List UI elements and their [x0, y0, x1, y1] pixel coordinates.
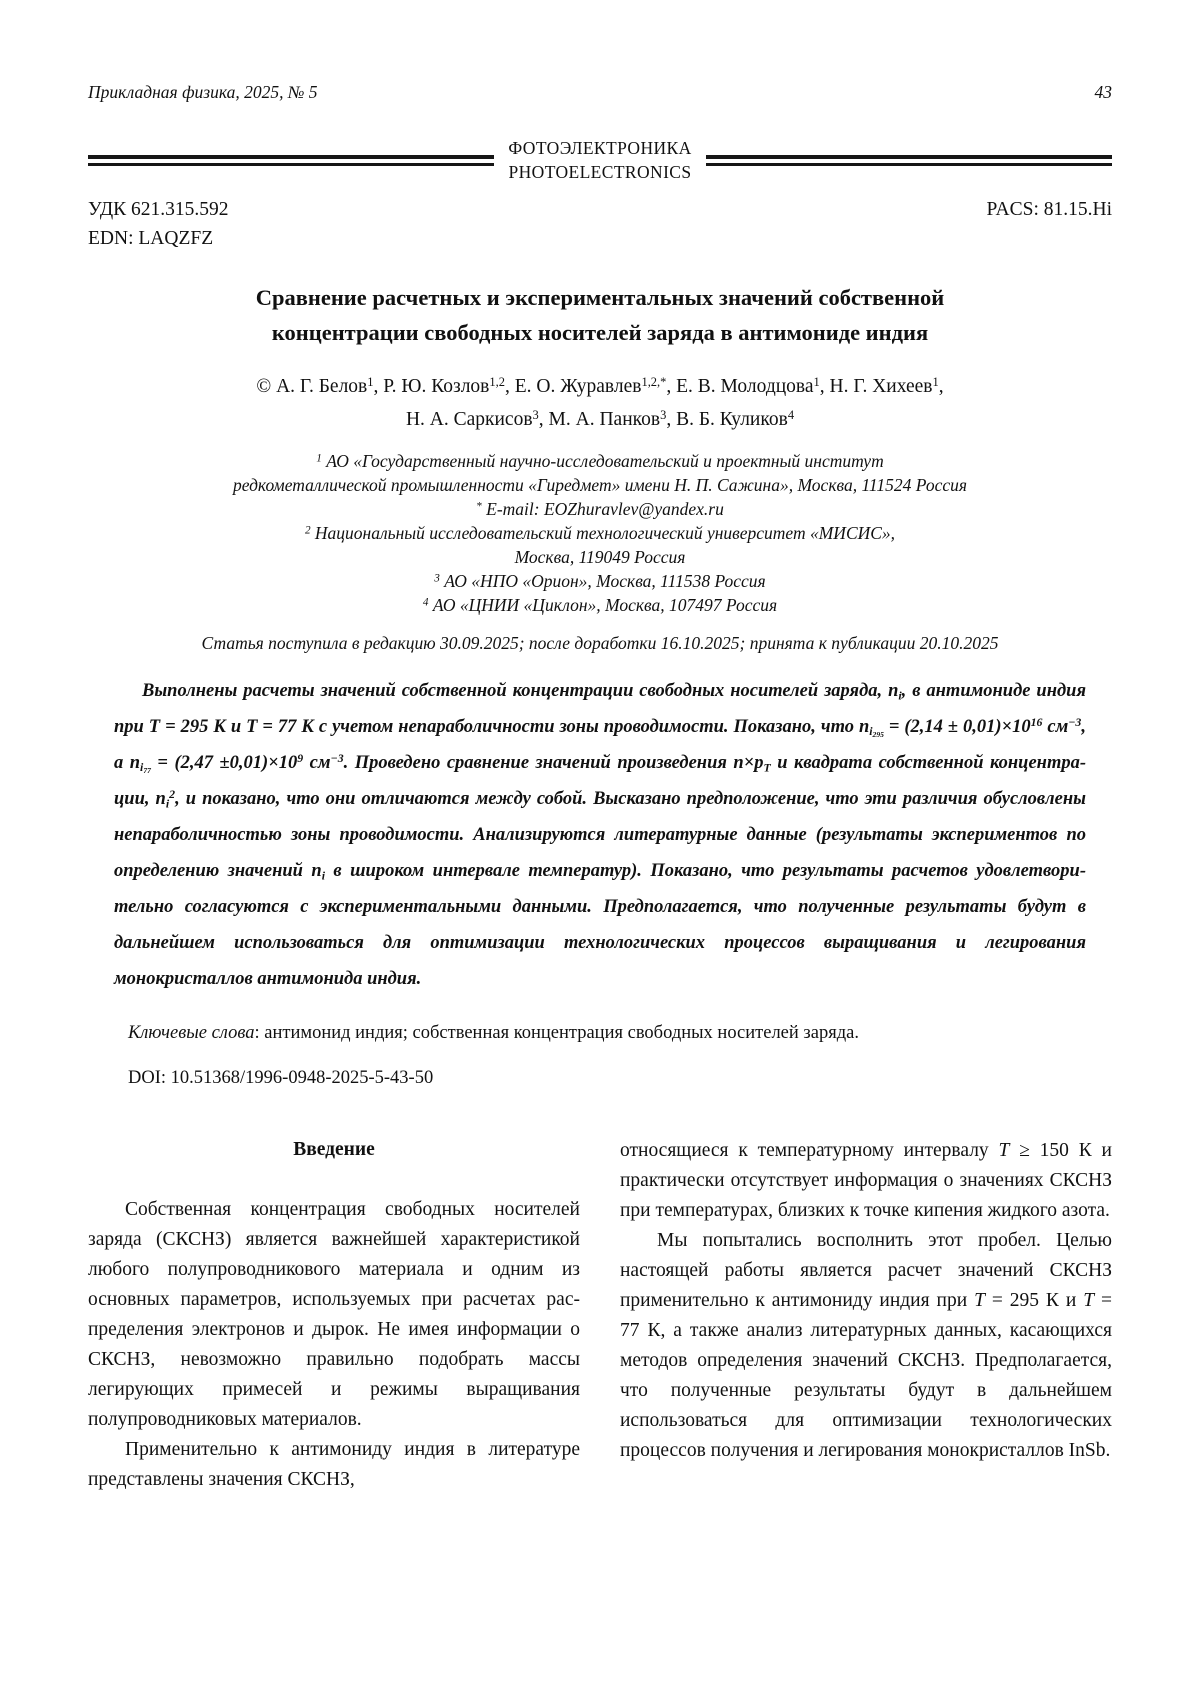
authors-line-2: Н. А. Саркисов$^3$, М. А. Панков$^3$, В. Б. Куликов$^4$	[405, 407, 795, 430]
received-dates: Статья поступила в редакцию 30.09.2025; после доработки 16.10.2025; принята к публикации 20.10.2025	[201, 633, 999, 653]
affiliation-line-3: $^2$ Национальный исследовательский технологический университет «МИСИС»,	[304, 523, 896, 543]
right-column	[620, 1136, 1112, 1495]
affiliation-line-1: $^1$ АО «Государственный научно-исследовательский и проектный институт	[316, 451, 884, 471]
doi: DOI: 10.51368/1996-0948-2025-5-43-50	[128, 1068, 434, 1088]
article-title	[88, 280, 1112, 350]
affiliation-line-2: редкометаллической промышленности «Гиредмет» имени Н. П. Сажина», Москва, 111524 Россия	[232, 475, 967, 495]
right-paragraph-2: Мы попытались восполнить этот пробел. Целью настоящей работы является расчет значений СКСНЗ применительно к антимониду индия при T = 295 К и T = 77 К, а также анализ литературных данных, касающихся методов определения значений СКСНЗ. Предполагается, что полученные результаты будут в дальнейшем использоваться для оптимизации технологических процессов получения и легирования монокристаллов InSb.	[620, 1230, 1112, 1461]
article-title-line-1: Сравнение расчетных и экспериментальных значений собственной	[255, 285, 945, 310]
authors-line-1: © А. Г. Белов$^1$, Р. Ю. Козлов$^{1,2}$, Е. О. Журавлев$^{1,2,*}$, Е. В. Молодцова$^1$, Н. Г. Хихеев$^1$,	[256, 374, 944, 397]
email-line: * E-mail: EOZhuravlev@yandex.ru	[476, 499, 724, 519]
article-title-line-2: концентрации свободных носителей заряда в антимониде индия	[271, 320, 929, 345]
left-column	[88, 1136, 580, 1495]
affiliations-block	[88, 449, 1112, 617]
section-title-ru: ФОТОЭЛЕКТРОНИКА	[508, 138, 692, 158]
udc-code: УДК 621.315.592	[88, 199, 229, 220]
section-banner-text	[494, 136, 705, 184]
affiliation-line-6: $^4$ АО «ЦНИИ «Циклон», Москва, 107497 Россия	[422, 595, 778, 615]
running-head	[88, 82, 1112, 102]
section-title-en: PHOTOELECTRONICS	[508, 162, 692, 182]
codes-row	[88, 198, 1112, 222]
authors-block	[88, 370, 1112, 436]
pacs-code: PACS: 81.15.Hi	[986, 199, 1112, 220]
left-paragraph-2: Применительно к антимониду индия в литературе представлены значения СКСНЗ,	[88, 1439, 580, 1490]
left-paragraph-1: Собственная концентрация свободных носителей заряда (СКСНЗ) является важнейшей характеристикой любого полупроводникового материала и одним из основных параметров, используемых при расчетах распределения электронов и дырок. Не имея информации о СКСНЗ, невозможно правильно подобрать массы легирующих примесей и режимы выращивания полупроводниковых материалов.	[88, 1199, 580, 1430]
affiliation-line-5: $^3$ АО «НПО «Орион», Москва, 111538 Россия	[434, 571, 766, 591]
right-paragraph-1: относящиеся к температурному интервалу T ≥ 150 К и практически отсутствует информация о значениях СКСНЗ при температурах, близких к точке кипения жидкого азота.	[620, 1140, 1112, 1221]
two-column-body	[88, 1136, 1112, 1495]
page-number: 43	[1094, 82, 1112, 102]
banner-rule-right	[706, 155, 1112, 166]
edn-code: EDN: LAQZFZ	[88, 228, 214, 249]
affiliation-line-4: Москва, 119049 Россия	[514, 547, 686, 567]
banner-rule-left	[88, 155, 494, 166]
abstract: Выполнены расчеты значений собственной концентрации свободных носителей заряда, $n_i$, в антимониде индия при T = 295 К и T = 77 К с учетом непараболичности зоны проводимости. Показано, что $n_{i_{295}} = (2,14 \pm 0,01)\times 10^{16}$ $см^{-3}$, а $n_{i_{77}} = (2,47 \pm 0,01)\times 10^9$ $см^{-3}$. Проведено сравнение значений произведения $n\times p_T$ и квадрата собственной концентрации, $n_i^2$, и показано, что они отличаются между собой. Высказано предположение, что эти различия обусловлены непараболичностью зоны проводимости. Анализируются литературные данные (результаты экспериментов по определению значений $n_i$ в широком интервале температур). Показано, что результаты расчетов удовлетворительно согласуются с экспериментальными данными. Предполагается, что полученные результаты будут в дальнейшем использоваться для оптимизации технологических процессов выращивания и легирования монокристаллов антимонида индия.	[114, 681, 1087, 989]
journal-title: Прикладная физика, 2025, № 5	[88, 82, 318, 102]
intro-heading: Введение	[293, 1139, 375, 1160]
keywords: Ключевые слова: антимонид индия; собственная концентрация свободных носителей заряда.	[128, 1023, 859, 1043]
section-banner	[88, 136, 1112, 184]
